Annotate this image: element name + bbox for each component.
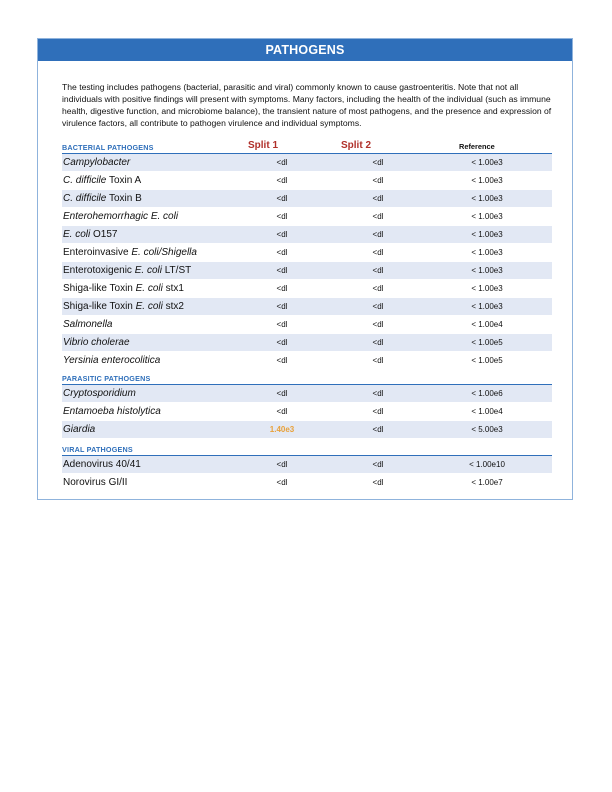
- table-row: [62, 352, 552, 369]
- split1-value: <dl: [276, 158, 288, 167]
- reference-value: < 1.00e3: [471, 284, 503, 293]
- table-row: [62, 172, 552, 189]
- split2-value: <dl: [372, 230, 384, 239]
- table-row: [62, 154, 552, 171]
- pathogen-name-part: O157: [90, 229, 118, 240]
- pathogen-name-part: stx1: [162, 283, 184, 294]
- split2-value: <dl: [372, 478, 384, 487]
- reference-value: < 1.00e4: [471, 407, 503, 416]
- pathogen-name: [63, 421, 95, 438]
- split2-value: <dl: [372, 407, 384, 416]
- split2-header: Split 2: [341, 140, 372, 151]
- split1-value: <dl: [276, 248, 288, 257]
- split1-value: <dl: [276, 302, 288, 311]
- pathogen-name: [63, 474, 127, 491]
- pathogen-name-part: Toxin A: [106, 175, 142, 186]
- reference-value: < 1.00e3: [471, 266, 503, 275]
- pathogen-name-part: Enterohemorrhagic E. coli: [63, 211, 179, 222]
- bacterial-section-label: BACTERIAL PATHOGENS: [62, 143, 154, 152]
- pathogen-name: [63, 298, 184, 315]
- pathogen-name-part: E. coli/Shigella: [131, 247, 197, 258]
- split1-value: <dl: [276, 356, 288, 365]
- split2-value: <dl: [372, 425, 384, 434]
- split1-value: <dl: [276, 478, 288, 487]
- reference-value: < 1.00e3: [471, 158, 503, 167]
- split2-value: <dl: [372, 158, 384, 167]
- pathogen-name: [63, 172, 141, 189]
- split1-value: <dl: [276, 320, 288, 329]
- reference-value: < 1.00e3: [471, 230, 503, 239]
- intro-paragraph: The testing includes pathogens (bacterial, parasitic and viral) commonly known to cause gastroenteritis. Note that not all individuals with positive findings will present with symptoms. Many factors, including the health of the individual (such as immune health, digestive function, and microbiome balance), the transient nature of most pathogens, and the presence and expression of virulence factors, all contribute to pathogen virulence and individual symptoms.: [62, 82, 552, 128]
- table-row: [62, 421, 552, 438]
- pathogen-name: [63, 403, 161, 420]
- pathogen-name: [63, 385, 136, 402]
- pathogen-name-part: Enterotoxigenic: [63, 265, 135, 276]
- pathogen-name-part: E. coli: [135, 301, 163, 312]
- table-row: [62, 334, 552, 351]
- pathogen-name-part: Shiga-like Toxin: [63, 283, 136, 294]
- split2-value: <dl: [372, 284, 384, 293]
- pathogen-name-part: Yersinia enterocolitica: [63, 355, 161, 366]
- pathogen-name: [63, 280, 184, 297]
- table-row: [62, 298, 552, 315]
- split1-value: <dl: [276, 212, 288, 221]
- table-row: [62, 385, 552, 402]
- split2-value: <dl: [372, 389, 384, 398]
- reference-value: < 1.00e7: [471, 478, 503, 487]
- split2-value: <dl: [372, 460, 384, 469]
- reference-value: < 1.00e5: [471, 356, 503, 365]
- table-row: [62, 208, 552, 225]
- pathogen-name-part: LT/ST: [161, 265, 192, 276]
- viral-section-label: VIRAL PATHOGENS: [62, 445, 133, 454]
- split1-value: <dl: [276, 230, 288, 239]
- split1-value: <dl: [276, 460, 288, 469]
- split2-value: <dl: [372, 194, 384, 203]
- pathogen-name: [63, 352, 160, 369]
- pathogen-name-part: Toxin B: [106, 193, 142, 204]
- split2-value: <dl: [372, 266, 384, 275]
- pathogen-name-part: Cryptosporidium: [63, 388, 136, 399]
- pathogen-name-part: Giardia: [63, 424, 96, 435]
- reference-value: < 1.00e5: [471, 338, 503, 347]
- split2-value: <dl: [372, 320, 384, 329]
- reference-value: < 1.00e3: [471, 248, 503, 257]
- table-row: [62, 403, 552, 420]
- pathogen-name: [63, 190, 142, 207]
- parasitic-section-label: PARASITIC PATHOGENS: [62, 374, 151, 383]
- pathogen-name-part: Vibrio cholerae: [63, 337, 130, 348]
- pathogen-name: [63, 456, 141, 473]
- pathogen-name-part: Norovirus GI/II: [63, 477, 128, 488]
- pathogen-name-part: stx2: [162, 301, 184, 312]
- split1-value: <dl: [276, 284, 288, 293]
- split1-value: <dl: [276, 338, 288, 347]
- split1-value: <dl: [276, 194, 288, 203]
- reference-value: < 1.00e6: [471, 389, 503, 398]
- pathogen-name: [63, 334, 130, 351]
- split2-value: <dl: [372, 212, 384, 221]
- pathogen-name-part: Shiga-like Toxin: [63, 301, 136, 312]
- pathogens-panel: [37, 38, 573, 500]
- panel-title: PATHOGENS: [38, 39, 572, 61]
- reference-value: < 1.00e3: [471, 212, 503, 221]
- split2-value: <dl: [372, 248, 384, 257]
- table-row: [62, 456, 552, 473]
- pathogen-name: [63, 226, 117, 243]
- pathogen-name: [63, 262, 191, 279]
- table-row: [62, 474, 552, 491]
- pathogen-name-part: C. difficile: [63, 193, 107, 204]
- pathogen-name-part: Entamoeba histolytica: [63, 406, 161, 417]
- table-row: [62, 316, 552, 333]
- table-row: [62, 262, 552, 279]
- split1-value: <dl: [276, 389, 288, 398]
- split1-header: Split 1: [248, 140, 279, 151]
- pathogen-name: [63, 244, 197, 261]
- pathogen-name-part: Campylobacter: [63, 157, 131, 168]
- pathogen-name-part: Salmonella: [63, 319, 113, 330]
- reference-value: < 1.00e3: [471, 176, 503, 185]
- split2-value: <dl: [372, 356, 384, 365]
- reference-value: < 1.00e3: [471, 302, 503, 311]
- table-row: [62, 226, 552, 243]
- pathogen-name-part: E. coli: [134, 265, 162, 276]
- split1-value: <dl: [276, 176, 288, 185]
- table-row: [62, 244, 552, 261]
- split2-value: <dl: [372, 176, 384, 185]
- reference-header: Reference: [459, 142, 495, 151]
- table-row: [62, 190, 552, 207]
- pathogen-name: [63, 154, 130, 171]
- pathogen-name: [63, 316, 112, 333]
- reference-value: < 5.00e3: [471, 425, 503, 434]
- split1-value: <dl: [276, 407, 288, 416]
- split1-value: <dl: [276, 266, 288, 275]
- pathogen-name-part: Adenovirus 40/41: [63, 459, 141, 470]
- split2-value: <dl: [372, 338, 384, 347]
- pathogen-name-part: E. coli: [63, 229, 91, 240]
- pathogen-name-part: Enteroinvasive: [63, 247, 132, 258]
- pathogen-name-part: E. coli: [135, 283, 163, 294]
- split1-value: 1.40e3: [269, 425, 295, 434]
- table-row: [62, 280, 552, 297]
- reference-value: < 1.00e3: [471, 194, 503, 203]
- reference-value: < 1.00e10: [469, 460, 505, 469]
- reference-value: < 1.00e4: [471, 320, 503, 329]
- pathogen-name: [63, 208, 178, 225]
- pathogen-name-part: C. difficile: [63, 175, 107, 186]
- split2-value: <dl: [372, 302, 384, 311]
